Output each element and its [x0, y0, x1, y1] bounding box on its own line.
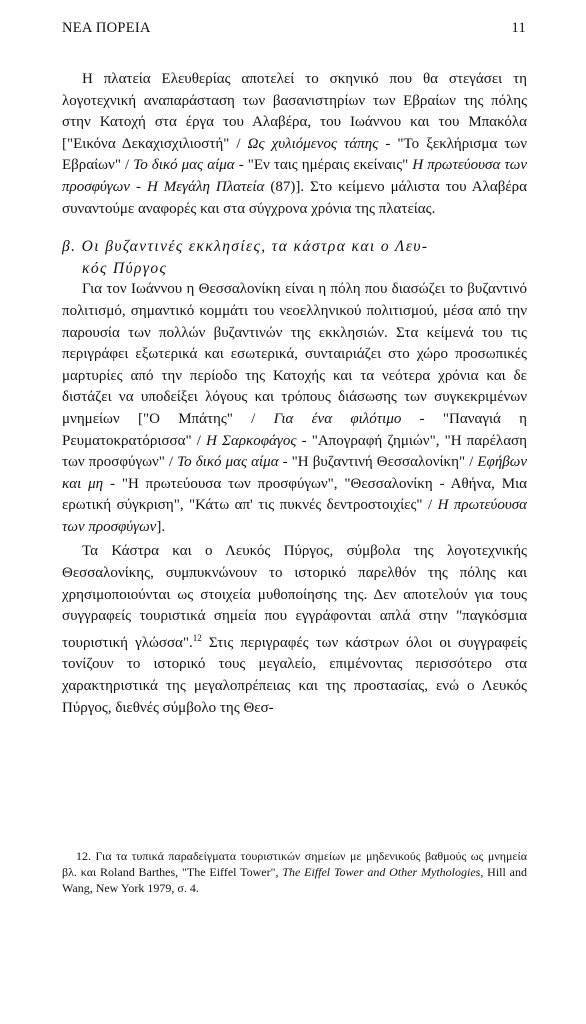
text-run: (87)]. Στο κείμενο μάλιστα του Αλαβέρα συναντούμε αναφορές και στα σύγχρονα χρόνια της πλατείας. [62, 178, 527, 217]
book-title: Εφήβων και μη [62, 454, 527, 492]
paragraph-byzantine-churches [62, 279, 527, 538]
text-run: του Μπακόλα ["Εικόνα Δεκαχισχιλιοστή" / [62, 114, 528, 152]
text-run: - "Εν ταις ημέραις εκείναις" [234, 157, 413, 174]
footnote-text: Hill and Wang, New York 1979, σ. 4. [62, 865, 527, 895]
text-run: Στις περιγραφές των κάστρων όλοι οι συγγραφείς τονίζουν το ιστορικό τους μεγαλείο, επιμένοντας περισσότερο στα χαρακτηριστικά της μεγαλοπρέπειας και της προστασίας, ενώ ο Λευκός Πύργος, διεθνές σύμβολο της Θεσ- [62, 634, 527, 716]
footnote-number: 12. [76, 849, 91, 863]
book-title: Η πρωτεύουσα των προσφύγων [62, 497, 527, 535]
journal-title: ΝΕΑ ΠΟΡΕΙΑ [62, 20, 151, 36]
footnote-book-title: The Eiffel Tower and Other Mythologies, [282, 865, 484, 879]
text-run: ]. [156, 518, 166, 535]
text-run: Η πλατεία Ελευθερίας αποτελεί το σκηνικό που θα στεγάσει [82, 71, 503, 87]
footnote [62, 848, 527, 896]
text-run: τη λογοτεχνική αναπαράσταση των βασανιστηρίων των Εβραίων [62, 71, 527, 109]
section-heading-line: β. Οι βυζαντινές εκκλησίες, τα κάστρα και ο Λευ- [62, 238, 429, 256]
section-heading-line: κός Πύργος [82, 259, 168, 277]
book-title: Ως χυλιόμενος τάπης [247, 135, 379, 152]
page-number: 11 [511, 20, 526, 36]
text-run: - "Απογραφή ζημιών", "Η παρέλαση των προσφύγων" / [62, 432, 527, 471]
footnote-reference[interactable]: 12 [192, 632, 202, 643]
book-title: Η Σαρκοφάγος [206, 432, 297, 449]
text-run: της πόλης στην Κατοχή στα έργα του Αλαβέρα, του Ιωάννου και [62, 92, 528, 131]
text-run: - "Η πρωτεύουσα των προσφύγων", "Θεσσαλονίκη - Αθήνα, Μια ερωτική σύγκριση", "Κάτω απ' τις πυκνές δεντροστοιχίες" / [62, 475, 527, 514]
text-run: Τα Κάστρα και ο Λευκός Πύργος, σύμβολα της λογοτεχνικής Θεσσαλονίκης, συμπυκνώνουν το ιστορικό παρελθόν της πόλης και χρησιμοποιούνται ως στοιχεία μυθοποίησης της. Δεν αποτελούν για τους συγγραφείς τουριστικά σημεία που εγγράφονται απλά στην "παγκόσμια τουριστική γλώσσα". [62, 543, 527, 651]
book-title: Η πρωτεύουσα των προσφύγων - Η Μεγάλη Πλατεία [62, 157, 527, 195]
text-run: - "Η βυζαντινή Θεσσαλονίκη" / [278, 454, 478, 471]
footnote-text: Για τα τυπικά παραδείγματα τουριστικών σημείων με μηδενικούς βαθμούς ως μνημεία βλ. και Roland Barthes, "The Eiffel Tower", [62, 849, 527, 879]
text-run: - "Παναγιά η Ρευματοκρατόρισσα" / [62, 410, 528, 449]
book-title: Το δικό μας αίμα [177, 454, 279, 471]
text-run: Για τον Ιωάννου η Θεσσαλονίκη είναι η πόλη που διασώζει το βυζαντινό πολιτισμό, σημαντικό κομμάτι του νεοελληνικού πολιτισμού, μέσα από την παρουσία των πολλών βυζαντινών της εκκλησιών. Στα κείμενά του τις περιγράφει εξωτερικά και εσωτερικά, συνταιριάζει στο χώρο προσωπικές μαρτυρίες από την περίοδο της Κατοχής και τα νεότερα χρόνια και δε διστάζει να υποδείξει λόγους και τρόπους διάσωσης των συγκεκριμένων μνημείων ["Ο Μπάτης" / [62, 281, 527, 427]
book-title: Το δικό μας αίμα [133, 157, 235, 174]
running-head [62, 20, 526, 37]
body-text [62, 69, 527, 719]
book-title: Για ένα φιλότιμο [273, 410, 402, 427]
paragraph-platia [62, 69, 527, 220]
section-heading [62, 236, 527, 279]
text-run: - "Το ξεκλήρισμα των Εβραίων" / [62, 135, 528, 174]
paragraph-castles-white-tower [62, 541, 527, 719]
